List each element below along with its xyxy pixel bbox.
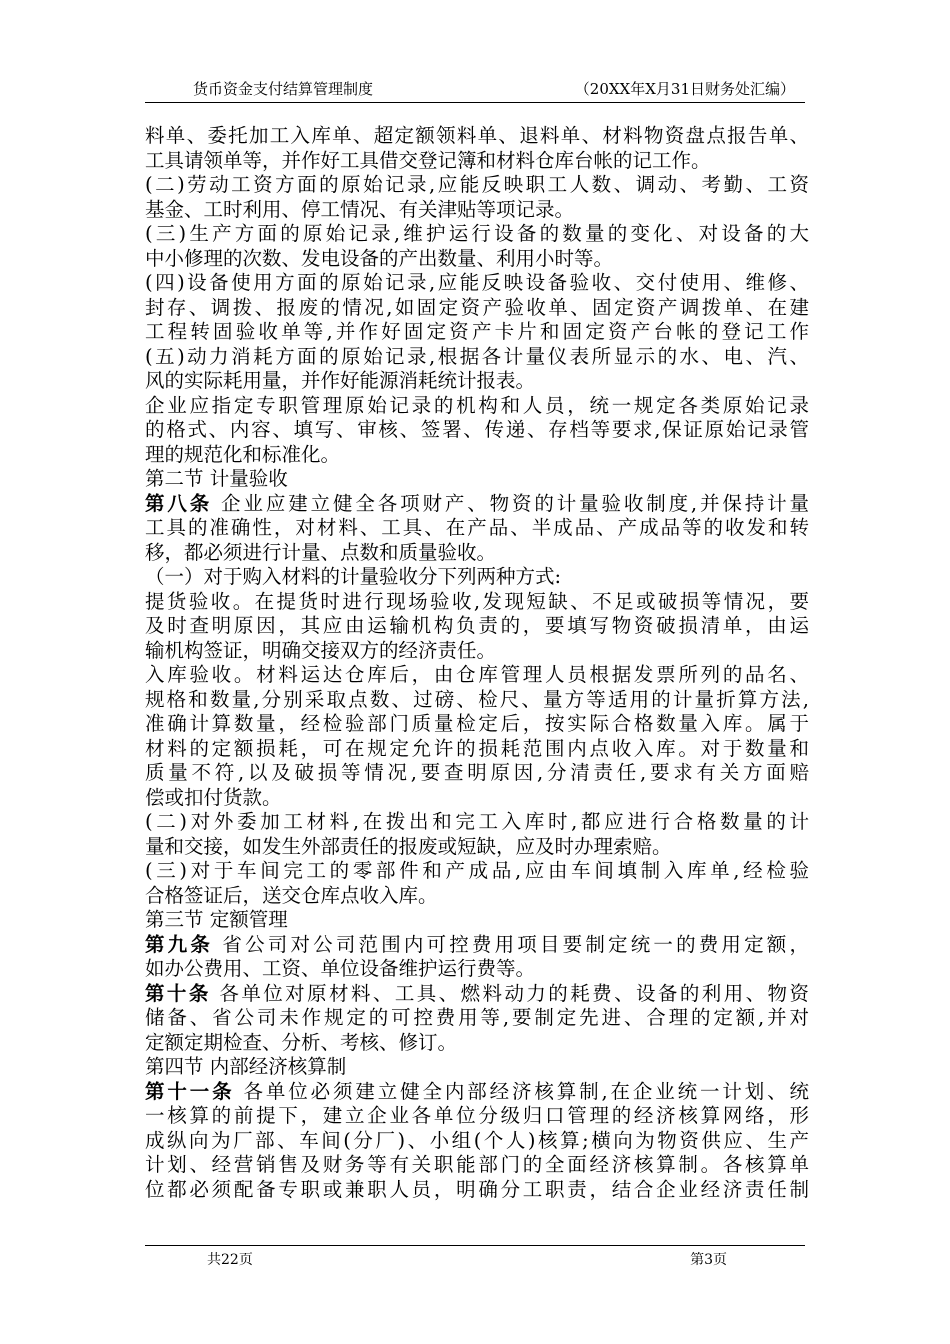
line-text: 第四节 内部经济核算制 (145, 1055, 347, 1078)
line-text: 偿或扣付货款。 (145, 785, 282, 809)
line-text: 输机构签证，明确交接双方的经济责任。 (145, 638, 497, 662)
text-line (145, 418, 809, 443)
article-number: 第九条 (145, 932, 214, 956)
text-line (145, 982, 809, 1007)
line-text: (三)对于车间完工的零部件和产成品,应由车间填制入库单,经检验 (145, 859, 809, 882)
line-text: 提货验收。在提货时进行现场验收,发现短缺、不足或破损等情况，要 (145, 589, 809, 613)
line-text: 成纵向为厂部、车间(分厂)、小组(个人)核算;横向为物资供应、生产 (145, 1128, 809, 1152)
line-text: 基金、工时利用、停工情况、有关津贴等项记录。 (145, 197, 575, 221)
text-line (145, 320, 809, 345)
line-text: 中小修理的次数、发电设备的产出数量、利用小时等。 (145, 246, 614, 270)
line-text: 省公司对公司范围内可控费用项目要制定统一的费用定额， (213, 932, 809, 956)
text-line (145, 1006, 809, 1031)
text-line (145, 198, 809, 223)
line-text: (二)劳动工资方面的原始记录,应能反映职工人数、调动、考勤、工资 (145, 173, 809, 196)
page-footer (145, 1245, 805, 1268)
text-line (145, 712, 809, 737)
line-text: 如办公费用、工资、单位设备维护运行费等。 (145, 957, 536, 980)
text-line (145, 541, 809, 566)
line-text: 工具的准确性，对材料、工具、在产品、半成品、产成品等的收发和转 (145, 516, 809, 539)
text-line (145, 908, 809, 933)
line-text: 质量不符,以及破损等情况,要查明原因,分清责任,要求有关方面赔 (145, 761, 809, 784)
text-line (145, 222, 809, 247)
page-header (145, 76, 805, 103)
line-text: 料单、委托加工入库单、超定额领料单、退料单、材料物资盘点报告单、 (145, 124, 809, 147)
line-text: (五)动力消耗方面的原始记录,根据各计量仪表所显示的水、电、汽、 (145, 344, 809, 368)
line-text: 工具请领单等，并作好工具借交登记簿和材料仓库台帐的记工作。 (145, 148, 711, 172)
text-line (145, 516, 809, 541)
text-line (145, 565, 809, 590)
line-text: 企业应指定专职管理原始记录的机构和人员，统一规定各类原始记录 (145, 393, 809, 417)
line-text: 各单位必须建立健全内部经济核算制,在企业统一计划、统 (234, 1079, 809, 1103)
text-line (145, 761, 809, 786)
text-line (145, 688, 809, 713)
text-line (145, 590, 809, 615)
line-text: 入库验收。材料运达仓库后，由仓库管理人员根据发票所列的品名、 (145, 663, 809, 686)
text-line (145, 933, 809, 958)
line-text: 工程转固验收单等,并作好固定资产卡片和固定资产台帐的登记工作 (145, 320, 809, 343)
line-text: 的格式、内容、填写、审核、签署、传递、存档等要求,保证原始记录管 (145, 418, 809, 441)
text-line (145, 835, 809, 860)
line-text: 定额定期检查、分析、考核、修订。 (145, 1030, 458, 1054)
text-line (145, 614, 809, 639)
line-text: 合格签证后，送交仓库点收入库。 (145, 883, 438, 907)
text-line (145, 369, 809, 394)
article-number: 第十条 (145, 981, 211, 1005)
line-text: (三)生产方面的原始记录,维护运行设备的数量的变化、对设备的大 (145, 222, 809, 245)
line-text: 储备、省公司未作规定的可控费用等,要制定先进、合理的定额,并对 (145, 1006, 809, 1029)
line-text: 及时查明原因，其应由运输机构负责的，要填写物资破损清单，由运 (145, 614, 809, 637)
line-text: 第二节 计量验收 (145, 467, 288, 490)
line-text: 准确计算数量，经检验部门质量检定后，按实际合格数量入库。属于 (145, 712, 809, 735)
line-text: 位都必须配备专职或兼职人员，明确分工职责，结合企业经济责任制 (145, 1177, 809, 1201)
line-text: 风的实际耗用量，并作好能源消耗统计报表。 (145, 369, 536, 392)
text-line (145, 884, 809, 909)
text-line (145, 492, 809, 517)
line-text: (二)对外委加工材料,在拨出和完工入库时,都应进行合格数量的计 (145, 810, 809, 833)
text-line (145, 1129, 809, 1154)
current-page: 第3页 (690, 1252, 727, 1268)
text-line (145, 467, 809, 492)
text-line (145, 173, 809, 198)
text-line (145, 737, 809, 762)
line-text: 第三节 定额管理 (145, 908, 288, 931)
text-line (145, 1031, 809, 1056)
document-body (145, 124, 809, 1202)
text-line (145, 1153, 809, 1178)
line-text: 规格和数量,分别采取点数、过磅、检尺、量方等适用的计量折算方法, (145, 687, 809, 711)
line-text: 计划、经营销售及财务等有关职能部门的全面经济核算制。各核算单 (145, 1153, 809, 1176)
line-text: （一）对于购入材料的计量验收分下列两种方式: (145, 565, 562, 588)
line-text: 材料的定额损耗，可在规定允许的损耗范围内点收入库。对于数量和 (145, 736, 809, 760)
text-line (145, 1104, 809, 1129)
text-line (145, 124, 809, 149)
text-line (145, 345, 809, 370)
article-number: 第十一条 (145, 1079, 235, 1103)
text-line (145, 639, 809, 664)
document-edition: （20XX年X月31日财务处汇编） (574, 80, 795, 98)
line-text: 一核算的前提下，建立企业各单位分级归口管理的经济核算网络，形 (145, 1104, 809, 1127)
line-text: 各单位对原材料、工具、燃料动力的耗费、设备的利用、物资 (210, 981, 809, 1005)
text-line (145, 271, 809, 296)
text-line (145, 1080, 809, 1105)
document-title: 货币资金支付结算管理制度 (193, 80, 374, 98)
total-pages: 共22页 (207, 1252, 253, 1268)
article-number: 第八条 (145, 491, 213, 515)
text-line (145, 296, 809, 321)
text-line (145, 859, 809, 884)
line-text: 封存、调拨、报废的情况,如固定资产验收单、固定资产调拨单、在建 (145, 295, 809, 319)
line-text: 移，都必须进行计量、点数和质量验收。 (145, 540, 497, 564)
text-line (145, 1055, 809, 1080)
line-text: (四)设备使用方面的原始记录,应能反映设备验收、交付使用、维修、 (145, 271, 809, 294)
line-text: 理的规范化和标准化。 (145, 442, 341, 466)
text-line (145, 149, 809, 174)
text-line (145, 247, 809, 272)
text-line (145, 786, 809, 811)
line-text: 量和交接，如发生外部责任的报废或短缺，应及时办理索赔。 (145, 834, 672, 858)
text-line (145, 957, 809, 982)
text-line (145, 663, 809, 688)
line-text: 企业应建立健全各项财产、物资的计量验收制度,并保持计量 (212, 491, 809, 515)
text-line (145, 394, 809, 419)
text-line (145, 1178, 809, 1203)
text-line (145, 810, 809, 835)
text-line (145, 443, 809, 468)
